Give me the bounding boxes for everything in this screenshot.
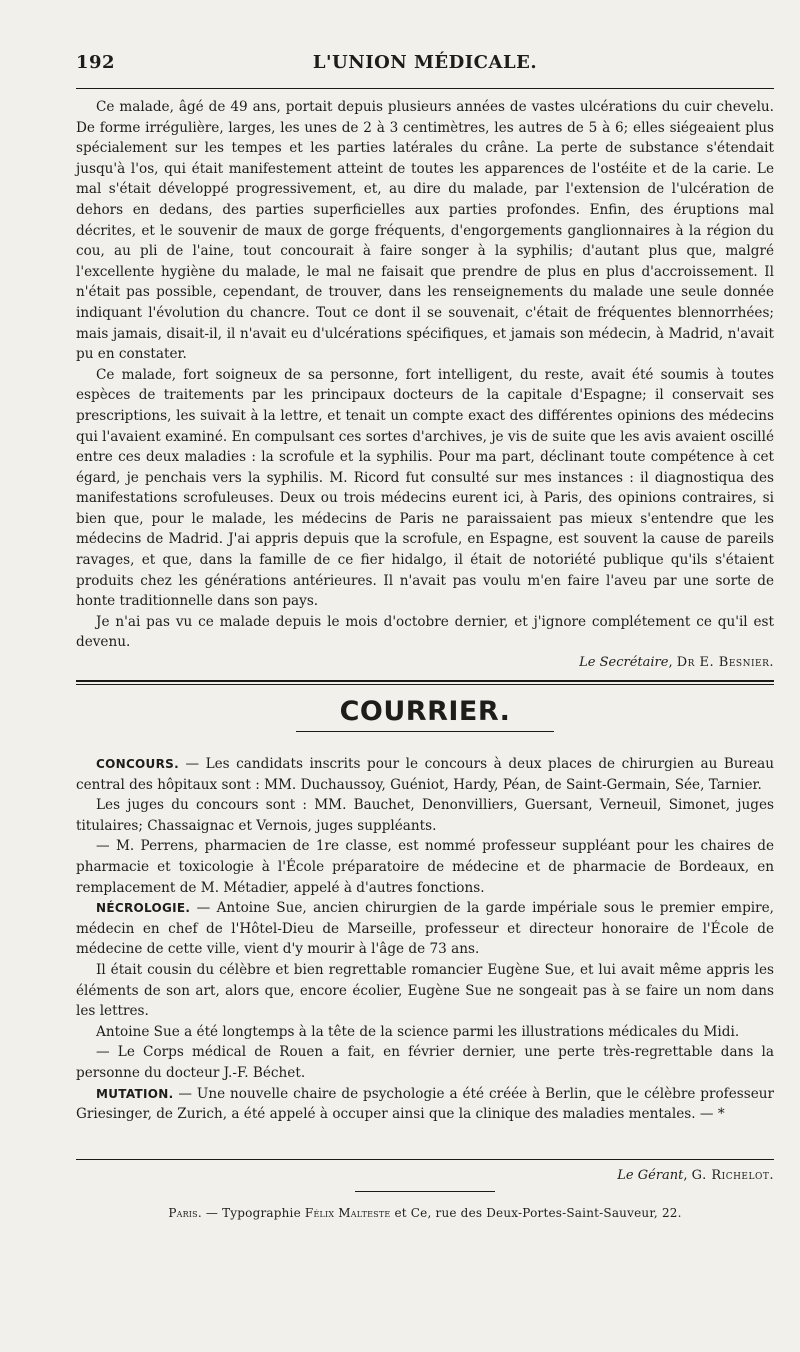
printer-name: Félix Malteste bbox=[304, 1205, 391, 1220]
news-text: — Antoine Sue, ancien chirurgien de la garde impériale sous le premier empire, médecin en chef de l'Hôtel-Dieu de Marseille, professeur et directeur honoraire de l'École de médecine de cette ville, vient d'y mourir à l'âge de 73 ans. bbox=[76, 900, 774, 958]
page-header bbox=[76, 52, 774, 86]
courrier-body bbox=[76, 754, 774, 1125]
news-text: Antoine Sue a été longtemps à la tête de la science parmi les illustrations médicales du Midi. bbox=[96, 1023, 740, 1040]
gerant-signature: Le Gérant, G. Richelot. bbox=[617, 1167, 774, 1183]
printer-city: Paris. bbox=[168, 1205, 202, 1220]
header-rule bbox=[76, 88, 774, 89]
article-body bbox=[76, 97, 774, 653]
printer-rule bbox=[355, 1191, 495, 1192]
gerant-role: Le Gérant bbox=[617, 1167, 684, 1183]
news-item bbox=[76, 754, 774, 795]
running-title: L'UNION MÉDICALE. bbox=[312, 52, 538, 73]
printer-imprint bbox=[76, 1206, 774, 1220]
news-keyword: NÉCROLOGIE. bbox=[96, 901, 191, 916]
news-text: — Une nouvelle chaire de psychologie a été créée à Berlin, que le célèbre professeur Griesinger, de Zurich, a été appelé à occuper ainsi que la clinique des maladies mentales. — * bbox=[76, 1085, 774, 1123]
printer-address: et Ce, rue des Deux-Portes-Saint-Sauveur, 22. bbox=[390, 1205, 682, 1220]
signature-name: Dr E. Besnier. bbox=[676, 655, 774, 671]
news-item bbox=[76, 898, 774, 960]
news-text: — Les candidats inscrits pour le concours à deux places de chirurgien au Bureau central des hôpitaux sont : MM. Duchaussoy, Guéniot, Hardy, Péan, de Saint-Germain, Sée, Tarnier. bbox=[76, 756, 774, 793]
footer-rule bbox=[76, 1159, 774, 1160]
article-paragraph: Ce malade, âgé de 49 ans, portait depuis plusieurs années de vastes ulcérations du cuir chevelu. De forme irrégulière, larges, les unes de 2 à 3 centimètres, les autres de 5 à 6; elles siégeaient plus spécialement sur les tempes et les parties latérales du crâne. La perte de substance s'étendait jusqu'à l'os, qui était manifestement atteint de toutes les apparences de l'ostéite et de la carie. Le mal s'était développé progressivement, et, au dire du malade, par l'extension de l'ulcération de dehors en dedans, des parties superficielles aux parties profondes. Enfin, des éruptions mal décrites, et le souvenir de maux de gorge fréquents, d'engorgements ganglionnaires à la région du cou, au pli de l'aine, tout concourait à faire songer à la syphilis; d'autant plus que, malgré l'excellente hygiène du malade, le mal ne faisait que prendre de plus en plus d'accroissement. Il n'était pas possible, cependant, de trouver, dans les renseignements du malade une seule donnée indiquant l'évolution du chancre. Tout ce dont il se souvenait, c'était de fréquentes blennorrhées; mais jamais, disait-il, il n'avait eu d'ulcérations spécifiques, et jamais son médecin, à Madrid, n'avait pu en constater. bbox=[76, 99, 774, 363]
article-paragraph: Ce malade, fort soigneux de sa personne, fort intelligent, du reste, avait été soumis à toutes espèces de traitements par les principaux docteurs de la capitale d'Espagne; il conservait ses prescriptions, les suivait à la lettre, et tenait un compte exact des différentes opinions des médecins qui l'avaient examiné. En compulsant ces sortes d'archives, je vis de suite que les avis avaient oscillé entre ces deux maladies : la scrofule et la syphilis. Pour ma part, déclinant toute compétence à cet égard, je penchais vers la syphilis. M. Ricord fut consulté sur mes instances : il diagnostiqua des manifestations scrofuleuses. Deux ou trois médecins eurent ici, à Paris, des opinions contraires, si bien que, pour le malade, les médecins de Paris ne paraissaient pas mieux s'entendre que les médecins de Madrid. J'ai appris depuis que la scrofule, en Espagne, est souvent la cause de pareils ravages, et que, dans la famille de ce fier hidalgo, il était de notoriété publique qu'ils s'étaient produits chez les générations antérieures. Il n'avait pas voulu m'en faire l'aveu par une sorte de honte traditionnelle dans son pays. bbox=[76, 366, 774, 610]
news-item bbox=[76, 1022, 774, 1043]
news-item bbox=[76, 836, 774, 898]
news-keyword: CONCOURS. bbox=[96, 757, 179, 772]
news-item bbox=[76, 1042, 774, 1083]
printer-prefix: — Typographie bbox=[201, 1205, 305, 1220]
signature-role: Le Secrétaire bbox=[579, 655, 669, 671]
news-text: Les juges du concours sont : MM. Bauchet, Denonvilliers, Guersant, Verneuil, Simonet, juges titulaires; Chassaignac et Vernois, juges suppléants. bbox=[76, 797, 774, 834]
section-title-underline bbox=[296, 731, 554, 732]
news-item bbox=[76, 795, 774, 836]
article-signature: Le Secrétaire, Dr E. Besnier. bbox=[579, 655, 774, 671]
page-number: 192 bbox=[76, 52, 116, 73]
gerant-name: G. Richelot. bbox=[691, 1167, 774, 1183]
news-text: — M. Perrens, pharmacien de 1re classe, est nommé professeur suppléant pour les chaires de pharmacie et toxicologie à l'École préparatoire de médecine et de pharmacie de Bordeaux, en remplacement de M. Métadier, appelé à d'autres fonctions. bbox=[76, 838, 774, 896]
news-keyword: MUTATION. bbox=[96, 1086, 174, 1101]
news-item bbox=[76, 1084, 774, 1125]
news-text: Il était cousin du célèbre et bien regrettable romancier Eugène Sue, et lui avait même appris les éléments de son art, alors que, encore écolier, Eugène Sue ne songeait pas à se faire un nom dans les lettres. bbox=[76, 961, 774, 1020]
news-text: — Le Corps médical de Rouen a fait, en février dernier, une perte très-regrettable dans la personne du docteur J.-F. Béchet. bbox=[76, 1044, 774, 1081]
news-item bbox=[76, 960, 774, 1022]
article-paragraph: Je n'ai pas vu ce malade depuis le mois d'octobre dernier, et j'ignore complétement ce qu'il est devenu. bbox=[76, 613, 774, 651]
section-divider bbox=[76, 680, 774, 685]
section-title: COURRIER. bbox=[339, 696, 511, 728]
